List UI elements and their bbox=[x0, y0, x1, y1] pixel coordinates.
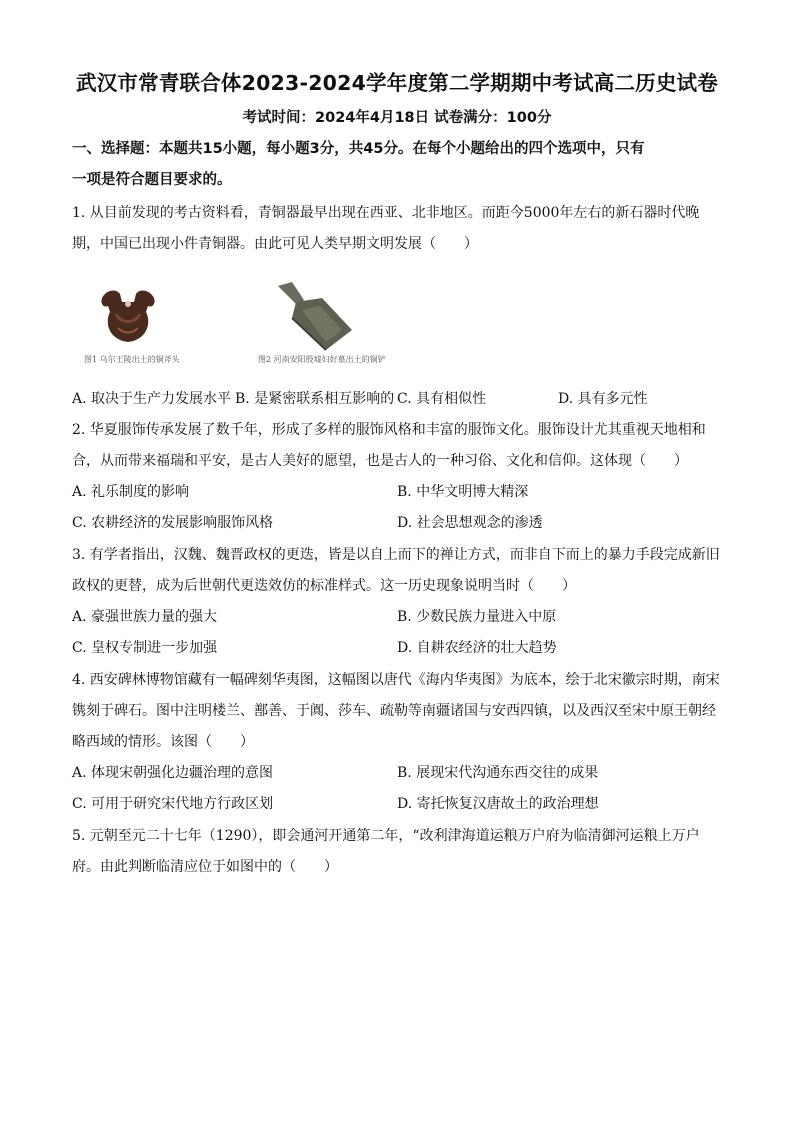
q1-option-a[interactable]: A. 取决于生产力发展水平 bbox=[72, 391, 232, 407]
q4-option-b[interactable]: B. 展现宋代沟通东西交往的成果 bbox=[397, 765, 599, 781]
q4-option-c[interactable]: C. 可用于研究宋代地方行政区划 bbox=[72, 796, 274, 812]
section-heading-line1: 一、选择题：本题共15小题，每小题3分，共45分。在每个小题给出的四个选项中，只有 bbox=[72, 141, 645, 157]
bronze-spade-photo bbox=[270, 280, 356, 352]
q4-option-a[interactable]: A. 体现宋朝强化边疆治理的意图 bbox=[72, 765, 274, 781]
question-3-stem: 3. 有学者指出，汉魏、魏晋政权的更迭，皆是以自上而下的禅让方式，而非自下而上的暴力手段完成新旧政权的更替，成为后世朝代更迭效仿的标准样式。这一历史现象说明当时（ ） bbox=[72, 547, 720, 594]
q1-option-c[interactable]: C. 具有相似性 bbox=[397, 391, 487, 407]
question-4-stem: 4. 西安碑林博物馆藏有一幅碑刻华夷图，这幅图以唐代《海内华夷图》为底本，绘于北宋徽宗时期，南宋镌刻于碑石。图中注明楼兰、鄯善、于阗、莎车、疏勒等南疆诸国与安西四镇，以及西汉至宋中原王朝经略西域的情形。该图（ ） bbox=[72, 672, 720, 750]
q2-option-b[interactable]: B. 中华文明博大精深 bbox=[397, 484, 529, 500]
q4-option-d[interactable]: D. 寄托恢复汉唐故土的政治理想 bbox=[397, 796, 599, 812]
q2-option-c[interactable]: C. 农耕经济的发展影响服饰风格 bbox=[72, 515, 274, 531]
question-5-stem: 5. 元朝至元二十七年（1290），即会通河开通第二年，“改利津海道运粮万户府为临清御河运粮上万户府。由此判断临清应位于如图中的（ ） bbox=[72, 828, 700, 875]
figure-2-caption: 图2 河南安阳殷墟妇好墓出土的铜铲 bbox=[258, 355, 386, 364]
q2-option-a[interactable]: A. 礼乐制度的影响 bbox=[72, 484, 190, 500]
q1-option-b[interactable]: B. 是紧密联系相互影响的 bbox=[235, 391, 395, 407]
figure-1-caption: 图1 乌尔王陵出土的铜斧头 bbox=[84, 355, 180, 364]
q3-option-b[interactable]: B. 少数民族力量进入中原 bbox=[397, 609, 557, 625]
q3-option-d[interactable]: D. 自耕农经济的壮大趋势 bbox=[397, 640, 557, 656]
question-1-stem: 1. 从目前发现的考古资料看，青铜器最早出现在西亚、北非地区。而距今5000年左右的新石器时代晚期，中国已出现小件青铜器。由此可见人类早期文明发展（ ） bbox=[72, 205, 700, 252]
exam-subtitle: 考试时间：2024年4月18日 试卷满分：100分 bbox=[242, 110, 552, 126]
q1-option-d[interactable]: D. 具有多元性 bbox=[558, 391, 648, 407]
q3-option-c[interactable]: C. 皇权专制进一步加强 bbox=[72, 640, 218, 656]
exam-title: 武汉市常青联合体2023-2024学年度第二学期期中考试高二历史试卷 bbox=[76, 71, 718, 95]
question-2-stem: 2. 华夏服饰传承发展了数千年，形成了多样的服饰风格和丰富的服饰文化。服饰设计尤其重视天地相和合，从而带来福瑞和平安，是古人美好的愿望，也是古人的一种习俗、文化和信仰。这体现（ ） bbox=[72, 422, 706, 469]
bronze-axe-head-photo bbox=[96, 284, 160, 346]
section-heading-line2: 一项是符合题目要求的。 bbox=[72, 172, 232, 188]
q2-option-d[interactable]: D. 社会思想观念的渗透 bbox=[397, 515, 543, 531]
q3-option-a[interactable]: A. 豪强世族力量的强大 bbox=[72, 609, 218, 625]
